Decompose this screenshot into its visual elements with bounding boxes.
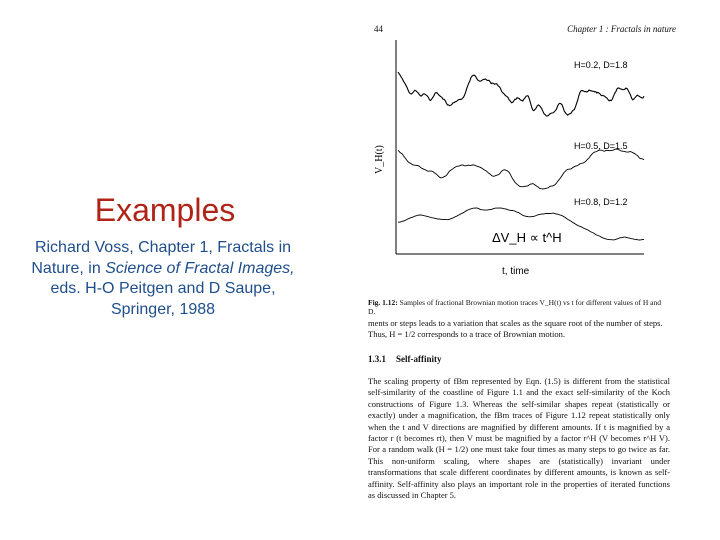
curve-label-h05: H=0.5, D=1.5	[574, 141, 628, 151]
chapter-header: Chapter 1 : Fractals in nature	[567, 24, 676, 34]
section-title: Self-affinity	[396, 354, 442, 364]
fbm-traces	[398, 72, 644, 240]
curve-label-h08: H=0.8, D=1.2	[574, 197, 628, 207]
x-axis-label: t, time	[502, 266, 530, 277]
y-axis-label: V_H(t)	[374, 145, 385, 174]
slide-title: Examples	[94, 192, 236, 228]
figure-caption	[368, 298, 668, 316]
figure-number: Fig. 1.12:	[368, 298, 398, 307]
caption-text-1: Richard Voss, Chapter 1, Fractals in Nature, in	[31, 239, 292, 277]
caption-text-2: eds. H-O Peitgen and D Saupe, Springer, 1988	[50, 280, 276, 318]
curve-label-h02: H=0.2, D=1.8	[574, 60, 628, 70]
slide-caption	[30, 238, 296, 320]
section-number: 1.3.1	[368, 354, 386, 364]
fbm-figure	[368, 34, 680, 296]
figure-caption-text: Samples of fractional Brownian motion traces V_H(t) vs t for different values of H and D.	[368, 298, 661, 316]
fbm-trace-0	[398, 72, 644, 116]
scaling-formula: ΔV_H ∝ t^H	[492, 230, 562, 245]
paragraph-1: ments or steps leads to a variation that scales as the square root of the number of steps. Thus, H = 1/2 corresponds to a trace of Brownian motion.	[368, 318, 663, 339]
page-number: 44	[374, 24, 383, 34]
paragraph-2: The scaling property of fBm represented by Eqn. (1.5) is different from the statistical self-similarity of the coastline of Figure 1.1 and the exact self-similarity of the Koch constructions of Figure 1.3. Whereas the self-similar shapes repeat (statistically or exactly) under a magnification, the fBm traces of Figure 1.12 repeat statistically only when the t and V directions are magnified by different amounts. If t is magnified by a factor r (t becomes rt), then V must be magnified by a factor r^H (V becomes r^H V). For a random walk (H = 1/2) one must take four times as many steps to go twice as far. This non-uniform scaling, where shapes are (statistically) invariant under transformations that scale different coordinates by different amounts, is known as self-affinity. Self-affinity also plays an important role in the properties of iterated functions as discussed in Chapter 5.	[368, 376, 670, 501]
fbm-trace-1	[398, 149, 644, 189]
section-heading	[368, 354, 452, 364]
book-page-scan	[368, 20, 680, 532]
caption-book-title: Science of Fractal Images,	[105, 259, 295, 277]
